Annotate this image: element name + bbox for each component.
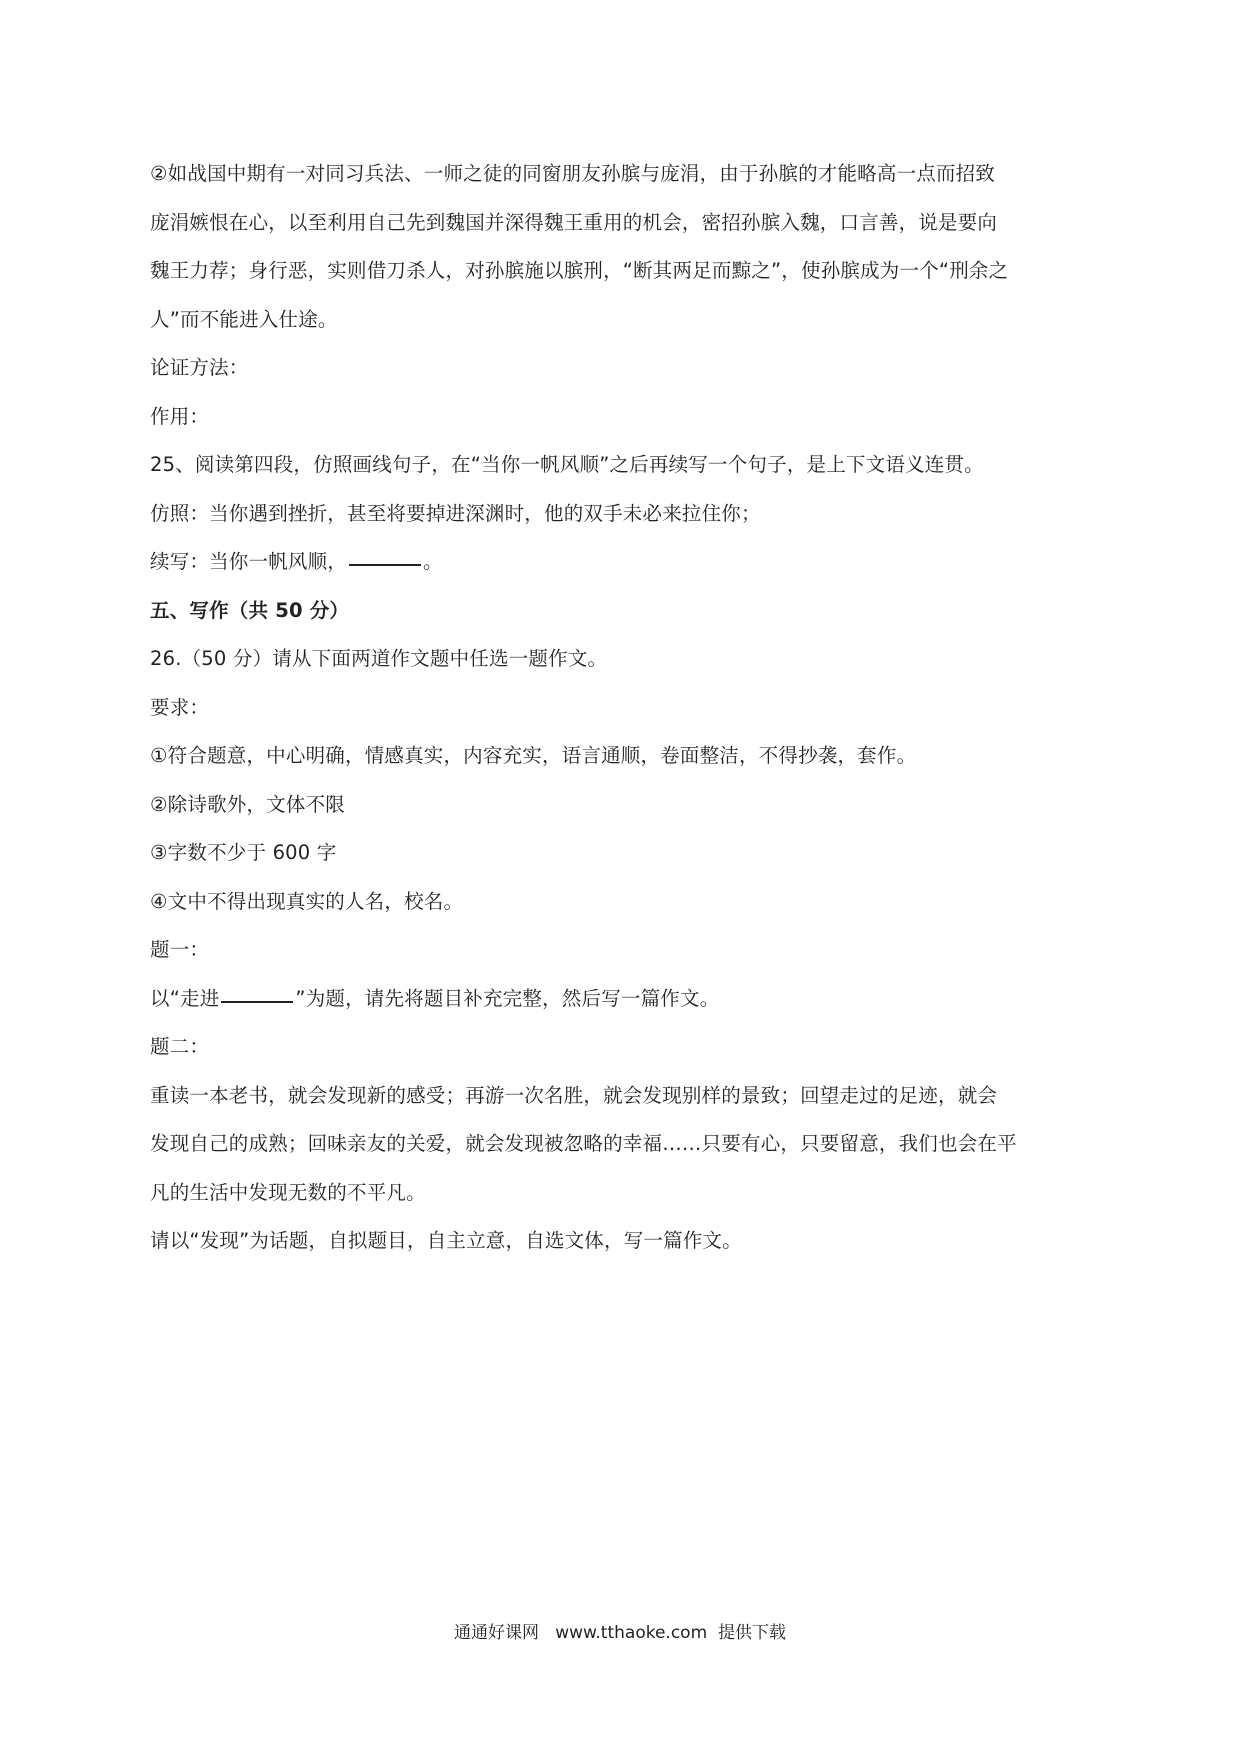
title-blank xyxy=(221,1000,293,1003)
page-footer: 通通好课网 www.tthaoke.com 提供下载 xyxy=(454,1623,786,1643)
topic-1-before: 以“走进 xyxy=(150,986,220,1010)
passage-line-1: ②如战国中期有一对同习兵法、一师之徒的同窗朋友孙膑与庞涓，由于孙膑的才能略高一点而招致 xyxy=(150,162,996,185)
effect-label: 作用： xyxy=(150,404,210,428)
continue-text: 续写：当你一帆风顺， xyxy=(150,550,348,573)
requirement-4: ④文中不得出现真实的人名，校名。 xyxy=(150,889,464,913)
passage-line-4: 人”而不能进入仕途。 xyxy=(150,307,338,331)
topic-2-line-1: 重读一本老书，就会发现新的感受；再游一次名胜，就会发现别样的景致；回望走过的足迹，就会 xyxy=(150,1083,998,1107)
passage-line-3: 魏王力荐；身行恶，实则借刀杀人，对孙膑施以膑刑，“断其两足而黥之”，使孙膑成为一个“刑余之 xyxy=(150,259,1009,282)
passage-line-2: 庞涓嫉恨在心，以至利用自己先到魏国并深得魏王重用的机会，密招孙膑入魏，口言善，说是要向 xyxy=(150,210,998,234)
topic-1-text xyxy=(150,975,1100,1024)
argument-method-label: 论证方法： xyxy=(150,356,249,379)
question-25-continue xyxy=(150,538,1100,587)
requirement-2: ②除诗歌外，文体不限 xyxy=(150,792,345,816)
question-25-prompt: 25、阅读第四段，仿照画线句子，在“当你一帆风顺”之后再续写一个句子，是上下文语义连贯。 xyxy=(150,453,984,476)
topic-1-after: ”为题，请先将题目补充完整，然后写一篇作文。 xyxy=(295,986,720,1010)
section-heading-writing: 五、写作（共 50 分） xyxy=(150,598,350,622)
topic-2-line-3: 凡的生活中发现无数的不平凡。 xyxy=(150,1180,426,1204)
topic-2-line-2: 发现自己的成熟；回味亲友的关爱，就会发现被忽略的幸福……只要有心，只要留意，我们也会在平 xyxy=(150,1132,1017,1155)
question-25-imitate: 仿照：当你遇到挫折，甚至将要掉进深渊时，他的双手未必来拉住你； xyxy=(150,501,761,525)
requirement-3: ③字数不少于 600 字 xyxy=(150,841,337,864)
question-26-prompt: 26.（50 分）请从下面两道作文题中任选一题作文。 xyxy=(150,647,608,670)
page-content xyxy=(150,150,1100,1266)
topic-2-label: 题二： xyxy=(150,1035,210,1058)
fill-in-blank xyxy=(349,563,421,566)
continue-end: 。 xyxy=(423,550,443,573)
topic-1-label: 题一： xyxy=(150,938,210,961)
topic-2-instruction: 请以“发现”为话题，自拟题目，自主立意，自选文体，写一篇作文。 xyxy=(150,1229,742,1252)
requirement-1: ①符合题意，中心明确，情感真实，内容充实，语言通顺，卷面整洁，不得抄袭，套作。 xyxy=(150,744,917,767)
requirements-label: 要求： xyxy=(150,695,210,719)
